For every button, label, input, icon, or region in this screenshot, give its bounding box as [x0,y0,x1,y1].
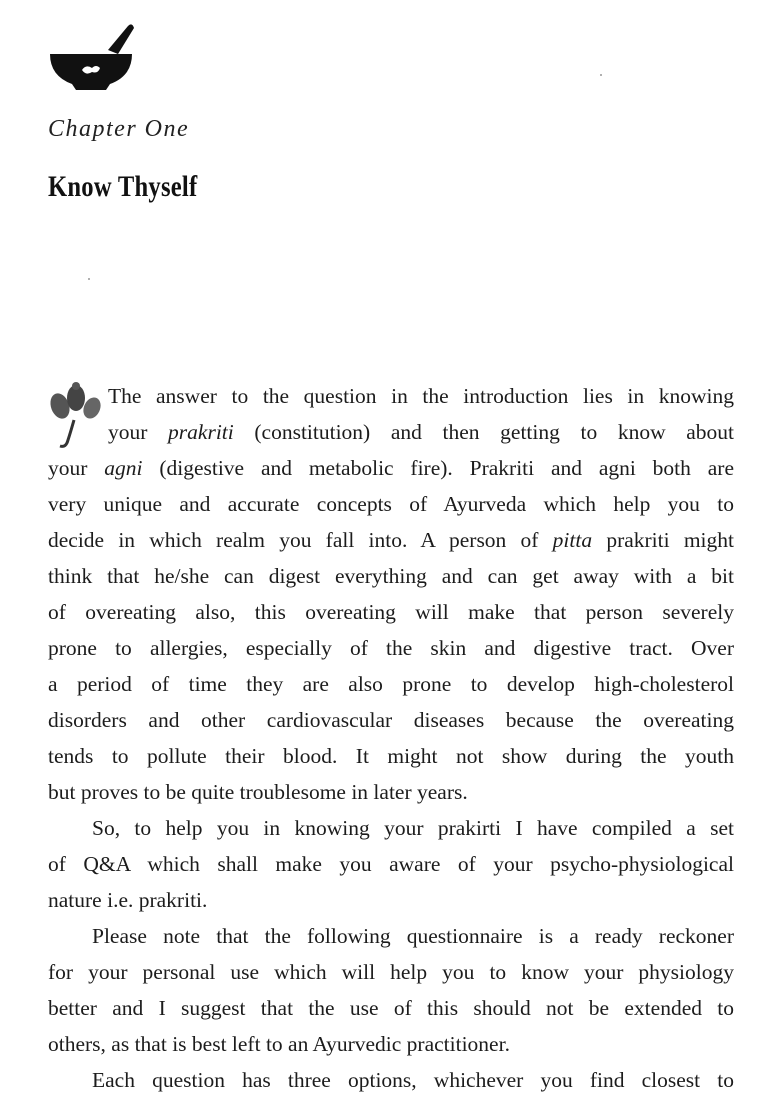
italic-term: agni [104,456,143,480]
paragraph-container [48,378,734,1098]
text-line: Please note that the following questionnaire is a ready reckoner [92,924,734,948]
text-line: of Q&A which shall make you aware of your psycho-physiological [48,852,734,876]
text-line: think that he/she can digest everything and can get away with a bit [48,564,734,588]
chapter-label: Chapter One [48,116,190,142]
text-line: tends to pollute their blood. It might not show during the youth [48,744,734,768]
text-line: but proves to be quite troublesome in later years. [48,780,468,804]
text-line: a period of time they are also prone to develop high-cholesterol [48,672,734,696]
body-text [48,378,734,1098]
italic-term: pitta [552,528,593,552]
paper-speck [88,278,90,280]
text-line: nature i.e. prakriti. [48,888,208,912]
text-line: disorders and other cardiovascular diseases because the overeating [48,708,734,732]
chapter-title: Know Thyself [48,170,198,203]
text-line: very unique and accurate concepts of Ayurveda which help you to [48,492,734,516]
text-line: others, as that is best left to an Ayurvedic practitioner. [48,1032,510,1056]
text-line: better and I suggest that the use of this should not be extended to [48,996,734,1020]
text-line: So, to help you in knowing your prakirti I have compiled a set [92,816,734,840]
text-line: of overeating also, this overeating will make that person severely [48,600,734,624]
text-line: prone to allergies, especially of the skin and digestive tract. Over [48,636,734,660]
text-line: decide in which realm you fall into. A person of pitta prakriti might [48,528,734,552]
text-line: Each question has three options, whichever you find closest to [92,1068,734,1092]
text-line: your prakriti (constitution) and then getting to know about [108,420,734,444]
floral-ornament-icon [46,380,104,450]
mortar-pestle-icon [48,20,134,92]
italic-term: prakriti [168,420,234,444]
text-line: for your personal use which will help you to know your physiology [48,960,734,984]
text-line: your agni (digestive and metabolic fire). Prakriti and agni both are [48,456,734,480]
paper-speck [600,74,602,76]
text-line: The answer to the question in the introduction lies in knowing [108,384,734,408]
